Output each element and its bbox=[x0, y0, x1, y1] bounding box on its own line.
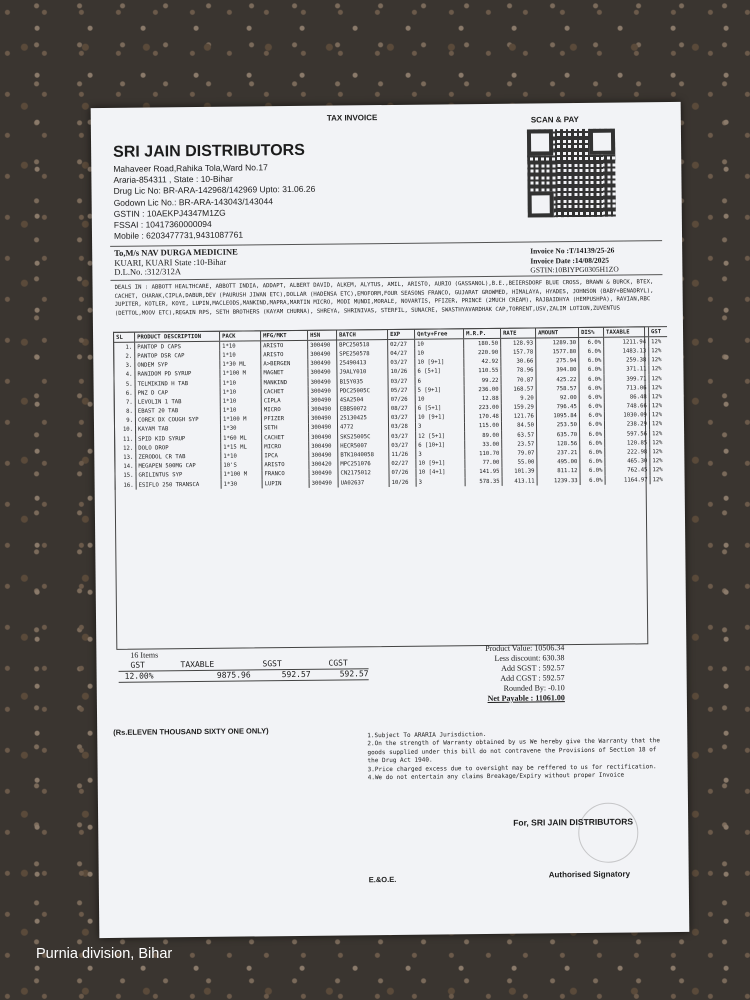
term-line: 2.On the strength of Warranty obtained by us We hereby give the Warranty that the goods supplied under this bill do not contravene the Provisions of Section 18 of the Drug Act 1940. bbox=[367, 737, 660, 765]
table-cell: 25490413 bbox=[337, 359, 388, 369]
table-cell: PANTOP D CAPS bbox=[135, 341, 220, 352]
table-cell: 10 bbox=[415, 339, 464, 349]
table-cell: 6.0% bbox=[580, 430, 605, 439]
address-line: Godown Lic No.: BR-ARA-143043/143044 bbox=[113, 195, 273, 208]
table-cell: ARISTO bbox=[262, 460, 309, 470]
totals-block bbox=[464, 643, 565, 704]
table-cell: 12% bbox=[649, 365, 668, 374]
table-cell: 3. bbox=[114, 361, 135, 370]
table-cell: 03/27 bbox=[388, 358, 415, 367]
term-line: 3.Price charged excess due to oversight may be reffered to us for rectification. bbox=[367, 762, 657, 773]
column-header: DIS% bbox=[578, 327, 603, 337]
table-cell: 157.78 bbox=[501, 348, 536, 358]
table-cell: 79.07 bbox=[502, 449, 537, 459]
table-cell: 300490 bbox=[308, 340, 337, 350]
table-cell: 1095.84 bbox=[536, 412, 579, 422]
table-cell: BPC250518 bbox=[337, 340, 388, 350]
table-cell: 223.00 bbox=[464, 403, 501, 413]
table-cell: 1239.33 bbox=[537, 476, 580, 486]
table-cell: B15Y035 bbox=[337, 377, 388, 387]
table-cell: ESIFLO 250 TRANSCA bbox=[136, 480, 221, 490]
table-cell: SKS25005C bbox=[338, 432, 389, 442]
table-cell: 413.11 bbox=[502, 476, 537, 486]
table-cell: 08/27 bbox=[388, 404, 415, 413]
term-line: 1.Subject To ARARIA Jurisdiction. bbox=[367, 731, 487, 740]
table-cell: 168.57 bbox=[501, 385, 536, 395]
table-cell: TELMIKIND H TAB bbox=[135, 379, 220, 389]
table-cell: SETH bbox=[261, 424, 308, 434]
sgst-value: 592.57 bbox=[281, 669, 311, 680]
table-cell: 8. bbox=[114, 407, 135, 416]
table-cell: 6.0% bbox=[579, 356, 604, 365]
table-cell: 1*10 bbox=[220, 387, 261, 397]
table-cell: 07/26 bbox=[389, 469, 416, 478]
table-cell: 180.50 bbox=[464, 339, 501, 349]
table-body bbox=[114, 337, 669, 490]
table-cell: 762.45 bbox=[605, 466, 650, 476]
table-cell: 12.88 bbox=[464, 394, 501, 404]
table-cell: 42.92 bbox=[464, 357, 501, 367]
table-cell: MICRO bbox=[261, 405, 308, 415]
table-cell: 300490 bbox=[308, 368, 337, 377]
table-cell: COREX DX COUGH SYP bbox=[135, 415, 220, 425]
qr-code-icon bbox=[527, 129, 616, 218]
table-cell: 811.12 bbox=[537, 467, 580, 477]
table-cell: 10 [9+1] bbox=[415, 413, 464, 423]
table-cell: 12% bbox=[649, 374, 668, 383]
table-cell: 425.22 bbox=[536, 375, 579, 385]
table-cell: 1*60 ML bbox=[221, 433, 262, 443]
table-cell: 12% bbox=[650, 429, 669, 438]
table-cell: 03/27 bbox=[388, 377, 415, 386]
table-cell: 6.0% bbox=[580, 439, 605, 448]
table-cell: 300490 bbox=[308, 387, 337, 396]
table-cell: 13. bbox=[115, 453, 136, 462]
table-cell: 05/27 bbox=[388, 386, 415, 395]
table-cell: FRANCO bbox=[262, 470, 309, 480]
total-line: Add CGST : 592.57 bbox=[500, 673, 565, 683]
table-cell: 1164.97 bbox=[605, 475, 650, 485]
table-cell: 300490 bbox=[309, 469, 338, 478]
table-cell: BTK1040058 bbox=[338, 450, 389, 460]
table-cell: 141.95 bbox=[465, 468, 502, 478]
table-cell: 12% bbox=[650, 466, 669, 475]
table-cell: 237.21 bbox=[537, 448, 580, 458]
table-cell: 1577.80 bbox=[536, 347, 579, 357]
column-header: SL bbox=[114, 332, 135, 342]
table-cell: 300490 bbox=[308, 414, 337, 423]
address-line: Araria-854311 , State : 10-Bihar bbox=[113, 173, 233, 186]
table-cell: 300420 bbox=[309, 460, 338, 469]
column-header: GST bbox=[648, 327, 667, 337]
table-cell: ARISTO bbox=[261, 350, 308, 360]
table-cell: 6.0% bbox=[579, 366, 604, 375]
table-cell: 11. bbox=[115, 435, 136, 444]
table-cell: 6. bbox=[114, 389, 135, 398]
items-table bbox=[113, 326, 669, 490]
table-cell: RANIDOM PD SYRUP bbox=[135, 370, 220, 380]
table-cell: 300490 bbox=[308, 423, 337, 432]
table-cell: 12% bbox=[649, 392, 668, 401]
table-cell: 170.48 bbox=[464, 413, 501, 423]
table-cell: 12% bbox=[649, 337, 668, 347]
table-cell: 6 [5+1] bbox=[415, 404, 464, 414]
table-cell: 6.0% bbox=[579, 393, 604, 402]
table-cell: 12% bbox=[650, 448, 669, 457]
table-cell: 84.50 bbox=[501, 421, 536, 431]
table-cell: 300490 bbox=[309, 451, 338, 460]
table-cell: PFIZER bbox=[261, 415, 308, 425]
table-cell: 1*30 bbox=[220, 424, 261, 434]
table-cell: 15. bbox=[115, 471, 136, 480]
address-line: FSSAI : 10417360000094 bbox=[113, 218, 212, 230]
table-cell: 3 bbox=[416, 450, 465, 460]
table-cell: 78.96 bbox=[501, 366, 536, 376]
table-cell: 635.70 bbox=[537, 430, 580, 440]
table-cell: 300490 bbox=[308, 377, 337, 386]
table-cell: 9.20 bbox=[501, 394, 536, 404]
table-cell: 128.93 bbox=[501, 338, 536, 348]
table-cell: 12. bbox=[115, 444, 136, 453]
column-header: Qnty+Free bbox=[415, 329, 464, 340]
table-cell: A>BERGEN bbox=[261, 359, 308, 369]
scan-pay-label: SCAN & PAY bbox=[530, 115, 579, 125]
table-cell: 1. bbox=[114, 342, 135, 352]
amount-in-words: (Rs.ELEVEN THOUSAND SIXTY ONE ONLY) bbox=[113, 726, 269, 737]
table-cell: 115.00 bbox=[464, 422, 501, 432]
table-cell: 1030.09 bbox=[604, 411, 649, 421]
table-cell: 6.0% bbox=[579, 411, 604, 420]
table-cell: 300490 bbox=[308, 350, 337, 359]
table-cell: 110.55 bbox=[464, 367, 501, 377]
gst-head: GST bbox=[130, 660, 146, 670]
table-cell: IPCA bbox=[262, 451, 309, 461]
table-cell: 1*30 bbox=[221, 479, 262, 489]
table-cell: 6.0% bbox=[579, 402, 604, 411]
table-cell: 30.66 bbox=[501, 357, 536, 367]
table-cell: 7. bbox=[114, 398, 135, 407]
table-cell: 1*10 bbox=[220, 397, 261, 407]
table-cell: EBAST 20 TAB bbox=[135, 406, 220, 416]
table-cell: EBBS0072 bbox=[337, 405, 388, 415]
table-cell: 02/27 bbox=[389, 459, 416, 468]
cgst-value: 592.57 bbox=[339, 669, 369, 679]
table-cell: 101.39 bbox=[502, 467, 537, 477]
dealers-text: DEALS IN : ABBOTT HEALTHCARE, ABBOTT INDIA, ADDAPT, ALBERT DAVID, ALKEM, ALYTUS, AMIL, ARISTO, AURIO (GASSANOL),B.E.,BEIERSDORF BLUE CROSS, BRAWN & BURCK, BTEX, CACHET, CHARAK,CIPLA,DABUR,DEV (PAURUSH JIWAN ETC),DOLLAR (HADENSA ETC),EMOFORM,FOUR SEASONS FRANCO, GUJARAT GROWMED, HIMALAYA, HYADES, JOHNSON (BABY+BENADRYL), JUPITER, KOTLER, KOYE, LUPIN,MACLEODS,MANKIND,MAPRA,MARTIN MICRO, MODI MUNDI,MORALE, NOVARTIS, PFIZER, PRINCE (2MUCH CREAM), RAJBAIDHYA (HEMPUSHPA), RAVIAN,RBC (DETTOL,MOOV ETC),REGAIN RPS, SETH BROTHERS (KAYAM CHURNA), SHREYA, SHRINIVAS, STERFIL, SUNACRE, SWASTHYAVARDHAK CAP,TORRENT,USV,ZALIM LOTION,ZUVENTUS bbox=[114, 279, 654, 317]
column-header: EXP bbox=[388, 329, 415, 339]
table-cell: HECR5007 bbox=[338, 441, 389, 451]
invoice-meta bbox=[530, 246, 619, 275]
table-cell: 495.00 bbox=[537, 458, 580, 468]
table-cell: 12% bbox=[649, 356, 668, 365]
table-cell: 12% bbox=[649, 383, 668, 392]
term-line: 4.We do not entertain any claims Breakage/Expiry without proper Invoice bbox=[367, 771, 625, 782]
table-cell: 25130425 bbox=[337, 414, 388, 424]
table-cell: 300490 bbox=[309, 442, 338, 451]
table-cell: 1*10 bbox=[220, 406, 261, 416]
eoe-label: E.&O.E. bbox=[368, 874, 397, 885]
table-cell: ARISTO bbox=[261, 341, 308, 351]
table-cell: 12% bbox=[649, 411, 668, 420]
table-cell: 02/27 bbox=[388, 339, 415, 349]
table-cell: 300490 bbox=[308, 405, 337, 414]
address-line: Mobile : 6203477731,9431087761 bbox=[113, 229, 244, 242]
table-cell: 33.00 bbox=[465, 440, 502, 450]
table-cell: 758.57 bbox=[536, 384, 579, 394]
table-cell: 1*10 bbox=[220, 351, 261, 361]
table-cell: 3 bbox=[415, 422, 464, 432]
buyer-line: D.L.No. :312/312A bbox=[114, 266, 182, 277]
table-cell: 1*15 ML bbox=[221, 443, 262, 453]
company-address bbox=[113, 162, 316, 243]
gst-value: 12.00% bbox=[124, 671, 154, 681]
total-line: Less discount: 630.38 bbox=[494, 653, 565, 663]
table-cell: 6.0% bbox=[579, 347, 604, 356]
table-cell: ZERODOL CR TAB bbox=[136, 452, 221, 462]
table-cell: 12% bbox=[649, 346, 668, 355]
table-cell: 399.71 bbox=[604, 374, 649, 384]
table-cell: PNZ D CAP bbox=[135, 388, 220, 398]
table-cell: 6 [10+1] bbox=[416, 440, 465, 450]
table-cell: 12% bbox=[650, 475, 669, 484]
table-cell: 6.0% bbox=[580, 467, 605, 476]
table-cell: 238.29 bbox=[604, 420, 649, 430]
table-cell: 6.0% bbox=[579, 375, 604, 384]
table-cell: UA02637 bbox=[338, 478, 389, 488]
table-cell: 748.66 bbox=[604, 402, 649, 412]
terms-block bbox=[367, 729, 668, 783]
company-stamp-icon bbox=[578, 802, 639, 863]
table-cell: 23.57 bbox=[502, 440, 537, 450]
buyer-line: To,M/s NAV DURGA MEDICINE bbox=[114, 246, 238, 258]
table-cell: 1*10 bbox=[220, 378, 261, 388]
table-cell: LEVOLIN 1 TAB bbox=[135, 397, 220, 407]
table-cell: CN2175012 bbox=[338, 469, 389, 479]
table-cell: 394.80 bbox=[536, 366, 579, 376]
column-header: RATE bbox=[500, 328, 535, 339]
address-line: Mahaveer Road,Rahika Tola,Ward No.17 bbox=[113, 162, 268, 174]
table-cell: 597.56 bbox=[605, 429, 650, 439]
table-cell: 300490 bbox=[309, 479, 338, 488]
table-cell: 55.00 bbox=[502, 458, 537, 468]
table-cell: 300490 bbox=[309, 433, 338, 442]
table-cell: 6.0% bbox=[579, 384, 604, 393]
table-cell: MEGAPEN 500MG CAP bbox=[136, 461, 221, 471]
total-line: Add SGST : 592.57 bbox=[501, 663, 565, 673]
table-cell: 128.56 bbox=[537, 439, 580, 449]
table-cell: LUPIN bbox=[262, 479, 309, 489]
table-cell: MPC251076 bbox=[338, 460, 389, 470]
invoice-paper bbox=[91, 102, 690, 938]
taxable-value: 9875.96 bbox=[216, 670, 251, 680]
table-cell: 4. bbox=[114, 370, 135, 379]
table-cell: 04/27 bbox=[388, 349, 415, 358]
table-cell: DOLO DROP bbox=[136, 443, 221, 453]
table-cell: 12% bbox=[650, 438, 669, 447]
taxable-head: TAXABLE bbox=[180, 659, 215, 670]
table-cell: 3 bbox=[416, 477, 465, 487]
items-count: 16 Items bbox=[130, 650, 159, 660]
table-cell: 5. bbox=[114, 380, 135, 389]
table-cell: SPID KID SYRUP bbox=[136, 434, 221, 444]
table-cell: 6.0% bbox=[580, 457, 605, 466]
column-header: MFG/MKT bbox=[261, 330, 308, 341]
total-line: Rounded By: -0.10 bbox=[503, 683, 565, 693]
table-cell: 6.0% bbox=[579, 337, 604, 347]
photo-caption: Purnia division, Bihar bbox=[36, 946, 173, 962]
table-cell: 110.70 bbox=[465, 449, 502, 459]
column-header: M.R.P. bbox=[464, 328, 501, 339]
table-cell: 1*10 bbox=[220, 341, 261, 351]
table-cell: 03/28 bbox=[388, 423, 415, 432]
table-cell: 63.57 bbox=[502, 431, 537, 441]
table-cell: 10/26 bbox=[388, 367, 415, 376]
table-cell: 300490 bbox=[308, 396, 337, 405]
table-cell: 259.38 bbox=[604, 356, 649, 366]
table-cell: 6.0% bbox=[580, 448, 605, 457]
table-cell: 10 bbox=[415, 395, 464, 405]
table-cell: GRILINTUS SYP bbox=[136, 471, 221, 481]
table-cell: 121.76 bbox=[501, 412, 536, 422]
table-cell: KAYAM TAB bbox=[135, 425, 220, 435]
invoice-date: Invoice Date :14/08/2025 bbox=[530, 255, 610, 266]
table-cell: 9. bbox=[114, 416, 135, 425]
table-cell: 12 [5+1] bbox=[416, 431, 465, 441]
table-cell: 159.29 bbox=[501, 403, 536, 413]
table-cell: 6.0% bbox=[580, 476, 605, 485]
table-cell: 300490 bbox=[308, 359, 337, 368]
table-cell: 275.94 bbox=[536, 357, 579, 367]
table-cell: 253.50 bbox=[536, 421, 579, 431]
table-cell: SPE250578 bbox=[337, 349, 388, 359]
table-cell: 12% bbox=[650, 457, 669, 466]
table-cell: 220.90 bbox=[464, 348, 501, 358]
table-cell: 12% bbox=[649, 420, 668, 429]
buyer-gstin: GSTIN:10BIYPG0305H1ZO bbox=[530, 264, 619, 275]
table-cell: 92.00 bbox=[536, 393, 579, 403]
for-company: For, SRI JAIN DISTRIBUTORS bbox=[513, 816, 634, 828]
table-cell: CIPLA bbox=[261, 396, 308, 406]
table-cell: MAGNET bbox=[261, 369, 308, 379]
table-cell: 16. bbox=[115, 481, 136, 490]
column-header: TAXABLE bbox=[603, 327, 648, 338]
total-line: Product Value: 10506.34 bbox=[485, 643, 565, 654]
table-cell: 2. bbox=[114, 352, 135, 361]
tax-invoice-label: TAX INVOICE bbox=[326, 113, 378, 123]
table-cell: 1*100 M bbox=[220, 369, 261, 379]
table-cell: 07/26 bbox=[388, 395, 415, 404]
table-cell: 222.98 bbox=[605, 448, 650, 458]
authorised-signatory: Authorised Signatory bbox=[548, 869, 631, 880]
table-cell: 5 [9+1] bbox=[415, 385, 464, 395]
table-cell: 14. bbox=[115, 462, 136, 471]
table-cell: 1*10 bbox=[221, 452, 262, 462]
table-cell: 10'S bbox=[221, 461, 262, 471]
table-cell: 11/26 bbox=[389, 450, 416, 459]
table-cell: 10 bbox=[415, 349, 464, 359]
table-cell: 86.48 bbox=[604, 393, 649, 403]
table-cell: 10. bbox=[114, 426, 135, 435]
buyer-line: KUARI, KUARI State :10-Bihar bbox=[114, 256, 227, 268]
column-header: AMOUNT bbox=[535, 328, 578, 339]
table-cell: 03/27 bbox=[389, 441, 416, 450]
table-cell: 4772 bbox=[337, 423, 388, 433]
table-cell: 6.0% bbox=[579, 421, 604, 430]
table-cell: 796.45 bbox=[536, 403, 579, 413]
table-cell: CACHET bbox=[262, 433, 309, 443]
column-header: HSN bbox=[308, 330, 337, 340]
cgst-head: CGST bbox=[328, 658, 348, 668]
table-cell: MANKIND bbox=[261, 378, 308, 388]
net-payable: Net Payable : 11061.00 bbox=[487, 693, 565, 703]
company-name: SRI JAIN DISTRIBUTORS bbox=[113, 141, 305, 161]
table-cell: 10 [9+1] bbox=[415, 358, 464, 368]
table-cell: 1*30 ML bbox=[220, 360, 261, 370]
table-cell: 578.35 bbox=[465, 477, 502, 487]
table-cell: 713.06 bbox=[604, 383, 649, 393]
table-cell: PDC25005C bbox=[337, 386, 388, 396]
invoice-number: Invoice No :T/14139/25-26 bbox=[530, 245, 615, 256]
table-cell: 1*100 M bbox=[221, 470, 262, 480]
table-cell: MICRO bbox=[262, 442, 309, 452]
table-cell: 10 [9+1] bbox=[416, 459, 465, 469]
table-cell: 89.00 bbox=[465, 431, 502, 441]
table-cell: 1*100 M bbox=[220, 415, 261, 425]
table-cell: 03/27 bbox=[389, 432, 416, 441]
table-cell: 6 [5+1] bbox=[415, 367, 464, 377]
table-cell: 465.30 bbox=[605, 457, 650, 467]
table-cell: 12% bbox=[649, 402, 668, 411]
table-cell: 1289.30 bbox=[536, 338, 579, 348]
table-cell: CACHET bbox=[261, 387, 308, 397]
address-line: GSTIN : 10AEKPJ4347M1ZG bbox=[113, 207, 226, 219]
table-cell: 1211.94 bbox=[604, 337, 649, 347]
gst-summary bbox=[118, 648, 378, 683]
table-cell: 120.85 bbox=[605, 439, 650, 449]
table-cell: 371.11 bbox=[604, 365, 649, 375]
table-cell: 1483.13 bbox=[604, 347, 649, 357]
address-line: Drug Lic No: BR-ARA-142968/142969 Upto: 31.06.26 bbox=[113, 184, 316, 197]
table-cell: 70.87 bbox=[501, 375, 536, 385]
table-cell: 10/26 bbox=[389, 478, 416, 487]
table-cell: 03/27 bbox=[388, 413, 415, 422]
table-cell: 10 [4+1] bbox=[416, 468, 465, 478]
table-cell: 77.00 bbox=[465, 458, 502, 468]
table-cell: 236.00 bbox=[464, 385, 501, 395]
table-cell: 6 bbox=[415, 376, 464, 386]
column-header: PACK bbox=[220, 331, 261, 342]
table-cell: 99.22 bbox=[464, 376, 501, 386]
table-cell: ONDEM SYP bbox=[135, 360, 220, 370]
table-cell: J9ALY010 bbox=[337, 368, 388, 378]
table-cell: 4SA2504 bbox=[337, 395, 388, 405]
buyer-block bbox=[114, 248, 238, 278]
column-header: BATCH bbox=[337, 330, 388, 341]
sgst-head: SGST bbox=[262, 659, 282, 669]
table-cell: PANTOP DSR CAP bbox=[135, 351, 220, 361]
column-header: PRODUCT DESCRIPTION bbox=[135, 331, 220, 342]
